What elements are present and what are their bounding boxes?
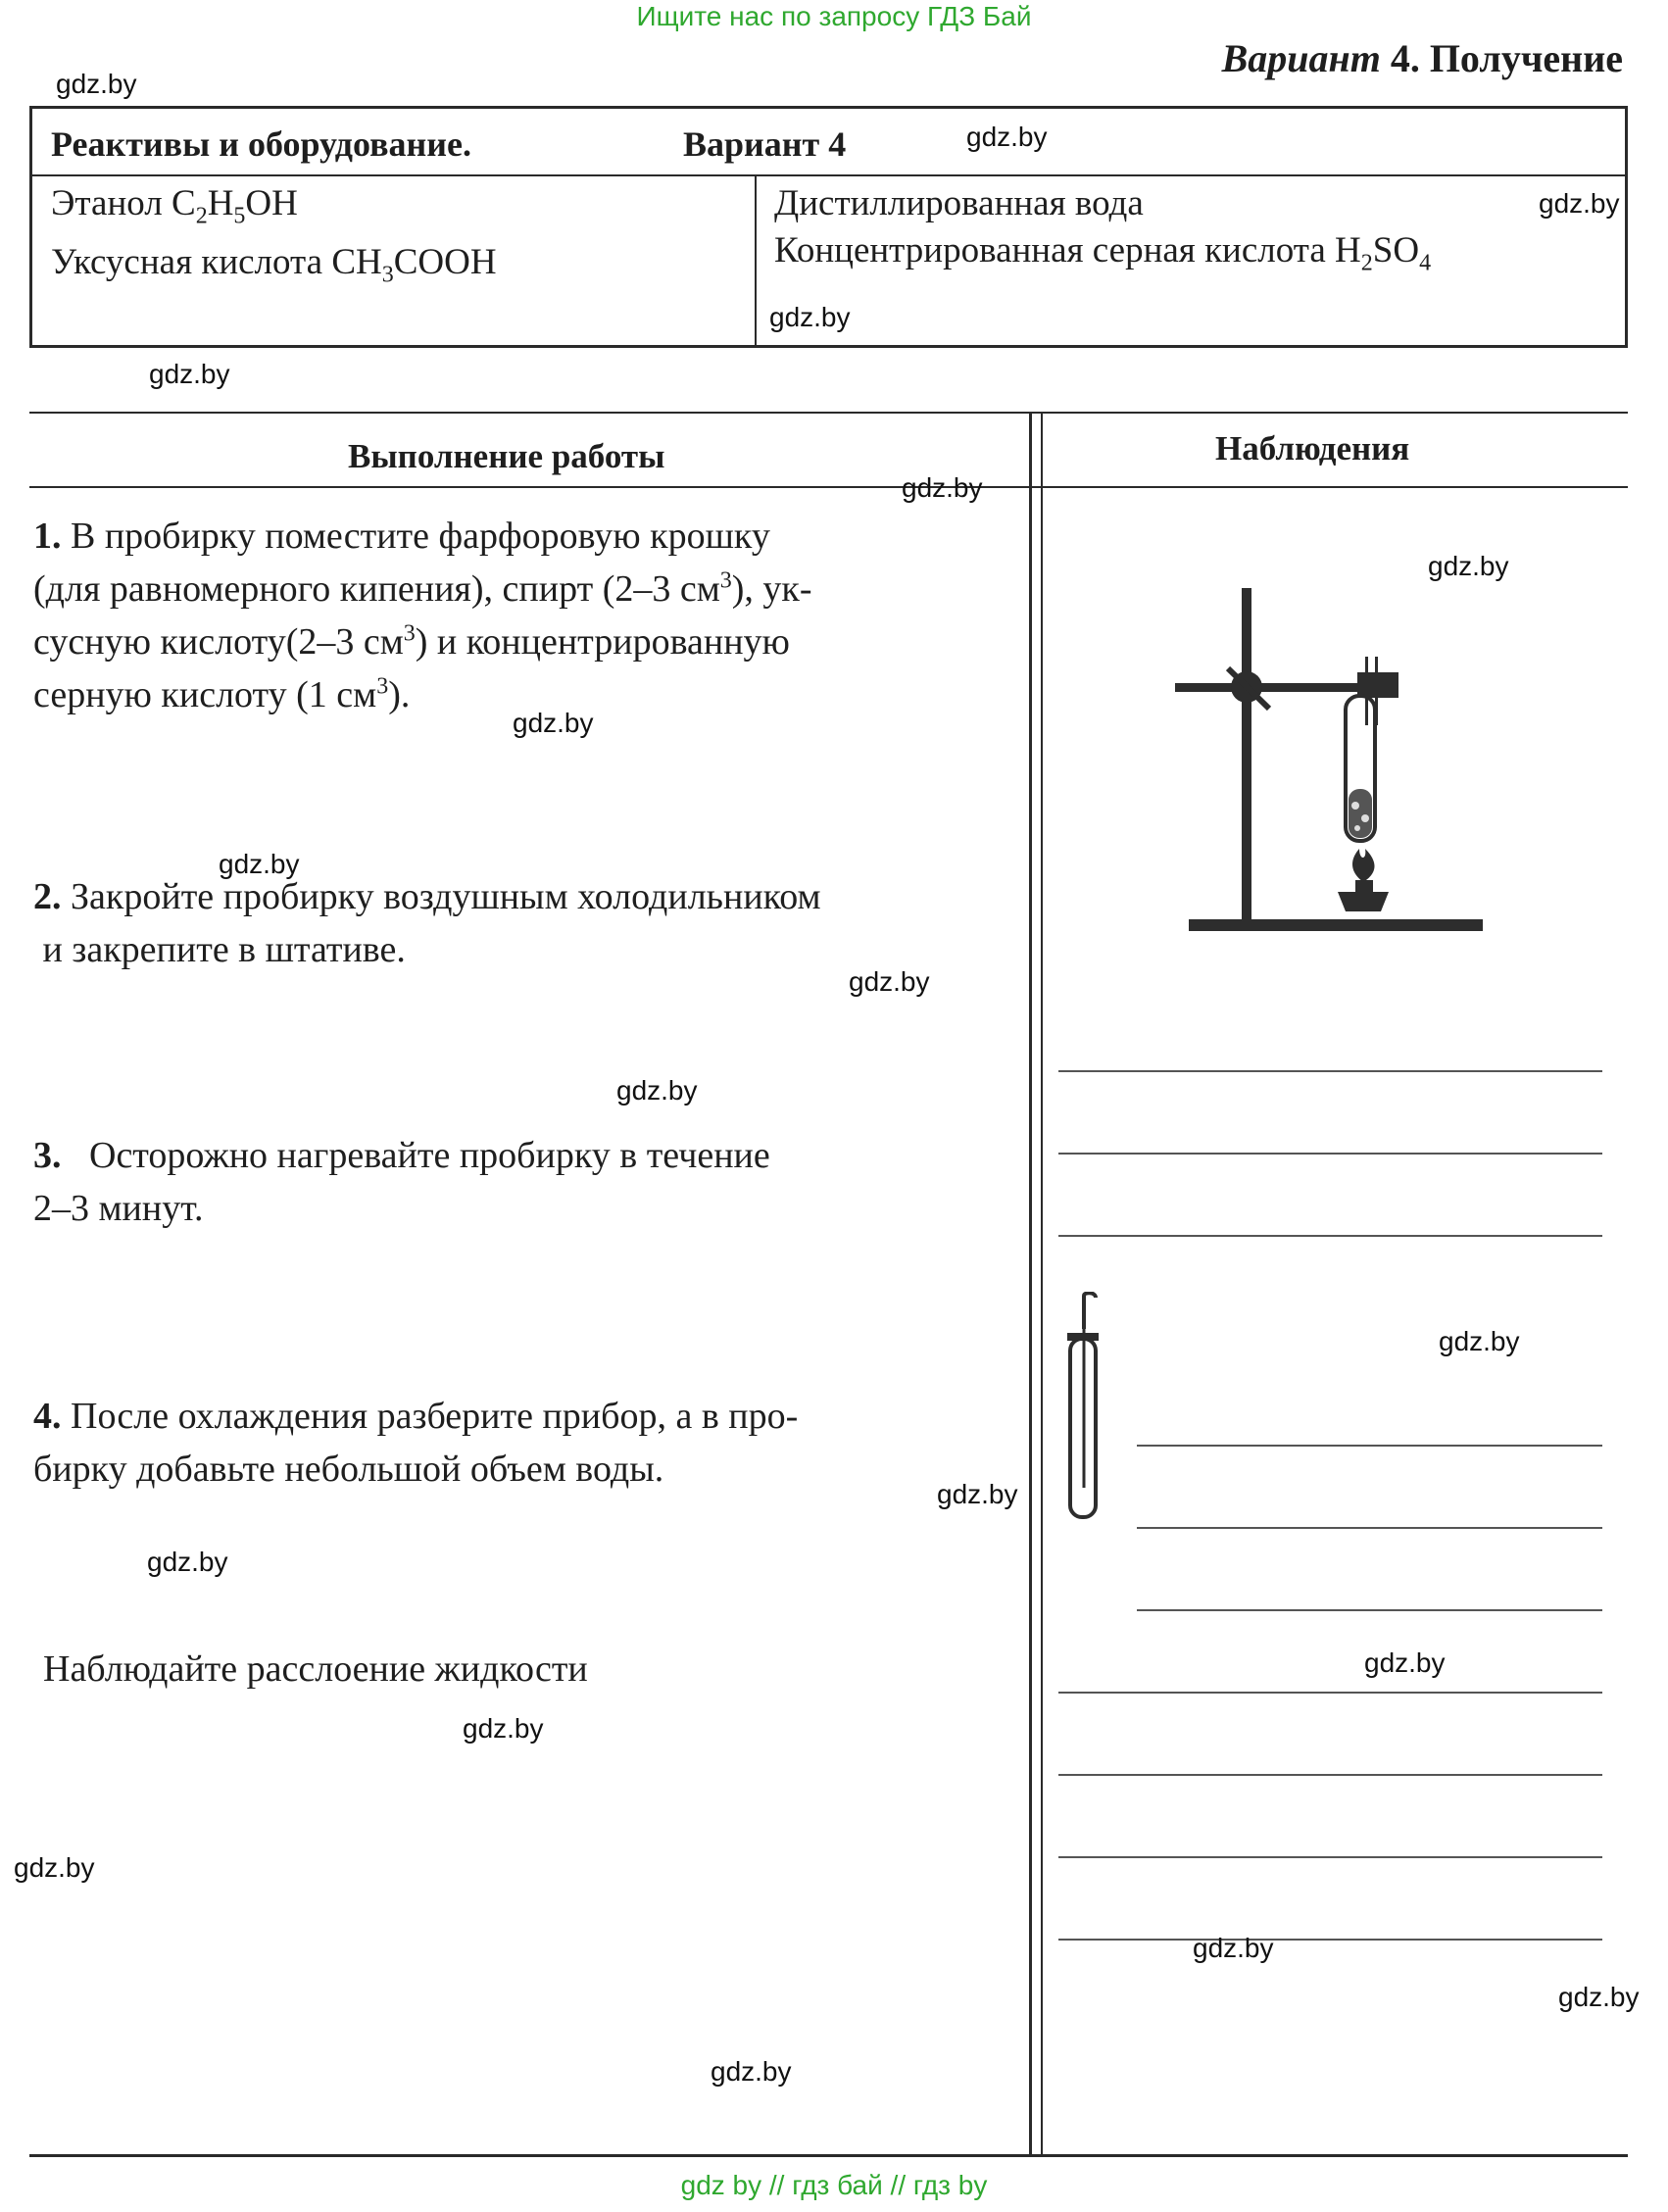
footer-banner[interactable]: gdz by // гдз бай // гдз by: [680, 2170, 988, 2200]
watermark: gdz.by: [1428, 551, 1509, 581]
observation-line[interactable]: [1058, 1939, 1602, 1941]
observation-line[interactable]: [1137, 1445, 1602, 1447]
main-bottom-border: [29, 2154, 1628, 2157]
watermark: gdz.by: [463, 1713, 544, 1744]
observation-line[interactable]: [1058, 1153, 1602, 1155]
watermark: gdz.by: [1364, 1647, 1446, 1678]
step-1: [33, 510, 1009, 721]
table-middle-border: [755, 174, 757, 347]
watermark: gdz.by: [14, 1852, 95, 1883]
observation-line[interactable]: [1137, 1527, 1602, 1529]
step-1-line-3: сусную кислоту(2–3 $см^3$) и концентрированную: [33, 620, 790, 663]
main-top-border: [29, 412, 1628, 414]
watermark: gdz.by: [849, 966, 930, 997]
watermark: gdz.by: [769, 302, 851, 332]
page-heading: [1222, 35, 1623, 81]
test-tube-icon: [1066, 1292, 1113, 1527]
reagent-sulfuric-acid: Концентрированная серная кислота $H_2SO_4$: [774, 230, 1432, 276]
observation-line[interactable]: [1058, 1856, 1602, 1858]
watermark: gdz.by: [902, 472, 983, 503]
table-right-border: [1625, 106, 1628, 347]
step-1-line-4: серную кислоту (1 $см^3$).: [33, 673, 411, 715]
procedure-column-header: Выполнение работы: [348, 437, 665, 475]
watermark: gdz.by: [966, 122, 1048, 152]
heading-title: 4. Получение: [1390, 36, 1623, 80]
step-3: 3. Осторожно нагревайте пробирку в течение 2–3 минут.: [33, 1135, 770, 1229]
watermark: gdz.by: [1539, 188, 1620, 219]
observation-line[interactable]: [1058, 1235, 1602, 1237]
step-2: 2. Закройте пробирку воздушным холодильником и закрепите в штативе.: [33, 876, 821, 970]
table-bottom-border: [29, 345, 1628, 348]
observations-column-header: Наблюдения: [1215, 429, 1410, 467]
watermark: gdz.by: [937, 1479, 1018, 1509]
watermark: gdz.by: [616, 1075, 698, 1106]
column-divider-inner: [1041, 412, 1043, 2156]
reagent-acetic-acid: Уксусная кислота $CH_3COOH$: [51, 242, 497, 288]
table-left-border: [29, 106, 32, 347]
watermark: gdz.by: [219, 849, 300, 879]
observation-line[interactable]: [1058, 1774, 1602, 1776]
observation-line[interactable]: [1058, 1692, 1602, 1694]
variant-header: Вариант 4: [683, 124, 847, 164]
watermark: gdz.by: [149, 359, 230, 389]
main-header-border: [29, 486, 1628, 488]
step-1-line-1: 1. В пробирку поместите фарфоровую крошку: [33, 516, 770, 557]
observation-line[interactable]: [1137, 1609, 1602, 1611]
variant-label: Вариант: [1221, 36, 1381, 80]
watermark: gdz.by: [1193, 1933, 1274, 1963]
table-top-border: [29, 106, 1628, 109]
site-banner[interactable]: Ищите нас по запросу ГДЗ Бай: [636, 1, 1032, 31]
reagents-header: Реактивы и оборудование.: [51, 124, 471, 164]
column-divider: [1029, 412, 1032, 2156]
reagent-ethanol: Этанол $C_2H_5OH$: [51, 183, 298, 229]
watermark: gdz.by: [711, 2056, 792, 2087]
step-1-line-2: (для равномерного кипения), спирт (2–3 $см^3$), ук-: [33, 567, 812, 610]
watermark: gdz.by: [1558, 1982, 1640, 2012]
step-4: 4. После охлаждения разберите прибор, а в про- бирку добавьте небольшой объем воды.: [33, 1396, 799, 1490]
watermark: gdz.by: [147, 1547, 228, 1577]
watermark: gdz.by: [513, 708, 594, 738]
lab-stand-burner-icon: [1171, 578, 1495, 941]
reagent-water: Дистиллированная вода: [774, 183, 1144, 223]
step-5-observe: Наблюдайте расслоение жидкости: [43, 1648, 588, 1690]
watermark: gdz.by: [1439, 1326, 1520, 1356]
watermark: gdz.by: [56, 69, 137, 99]
observation-line[interactable]: [1058, 1070, 1602, 1072]
